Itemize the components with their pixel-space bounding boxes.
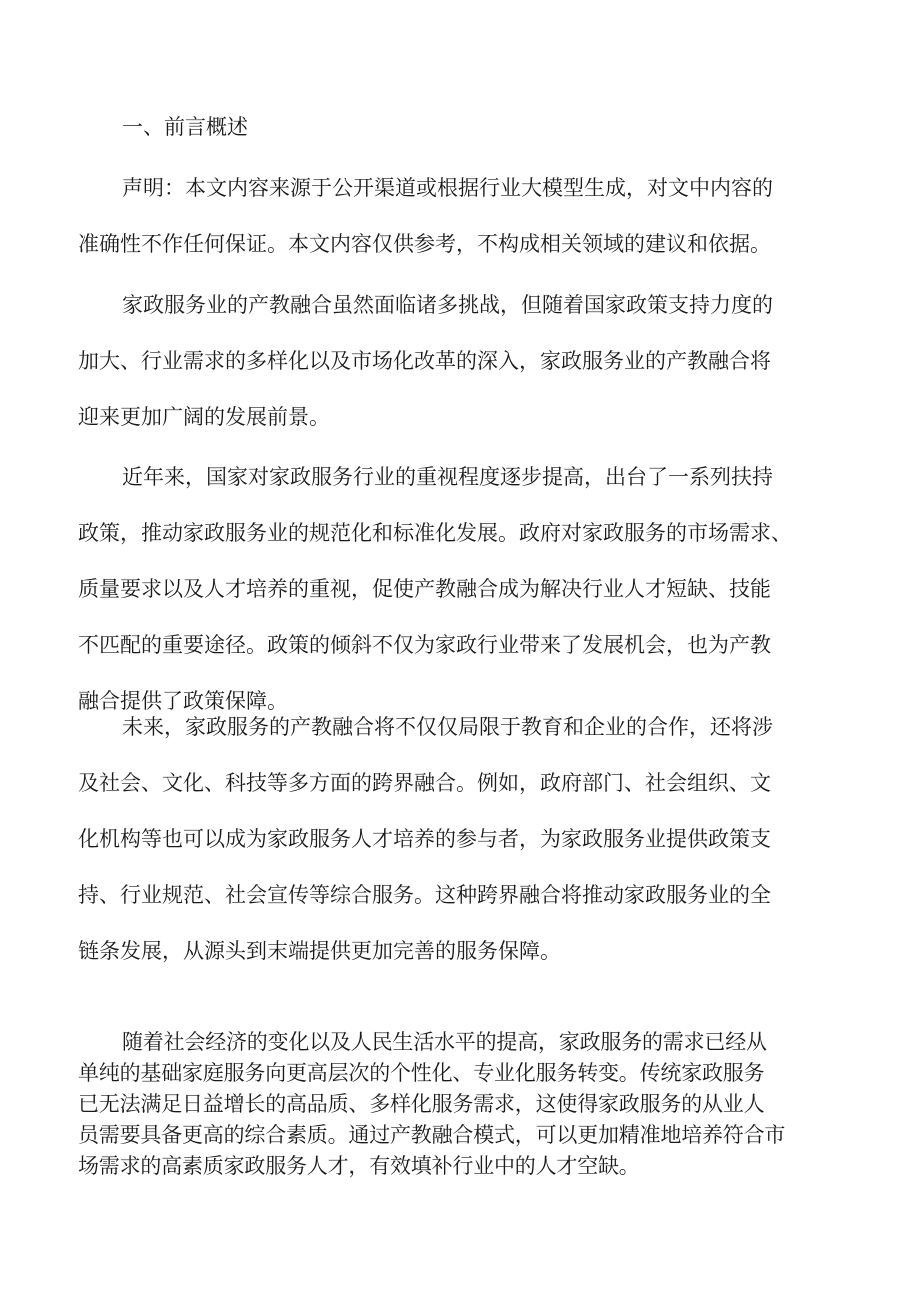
- paragraph-line: 场需求的高素质家政服务人才，有效填补行业中的人才空缺。: [78, 1154, 640, 1178]
- paragraph-line: 融合提供了政策保障。: [78, 689, 288, 713]
- body-paragraph: [78, 449, 848, 729]
- section-heading: 一、前言概述: [122, 115, 248, 139]
- paragraph-line: 质量要求以及人才培养的重视，促使产教融合成为解决行业人才短缺、技能: [78, 577, 771, 601]
- paragraph-line: 及社会、文化、科技等多方面的跨界融合。例如，政府部门、社会组织、文: [78, 771, 771, 795]
- paragraph-line: 随着社会经济的变化以及人民生活水平的提高，家政服务的需求已经从: [122, 1030, 767, 1054]
- paragraph-line: 准确性不作任何保证。本文内容仅供参考，不构成相关领域的建议和依据。: [78, 232, 771, 256]
- body-paragraph: [78, 699, 848, 979]
- paragraph-line: 近年来，国家对家政服务行业的重视程度逐步提高，出台了一系列扶持: [122, 465, 773, 489]
- body-paragraph: [78, 277, 848, 445]
- paragraph-line: 化机构等也可以成为家政服务人才培养的参与者，为家政服务业提供政策支: [78, 827, 771, 851]
- paragraph-line: 政策，推动家政服务业的规范化和标准化发展。政府对家政服务的市场需求、: [78, 521, 792, 545]
- paragraph-line: 声明：本文内容来源于公开渠道或根据行业大模型生成，对文中内容的: [122, 176, 773, 200]
- paragraph-line: 家政服务业的产教融合虽然面临诸多挑战，但随着国家政策支持力度的: [122, 293, 773, 317]
- paragraph-line: 持、行业规范、社会宣传等综合服务。这种跨界融合将推动家政服务业的全: [78, 883, 771, 907]
- body-paragraph: [78, 1027, 848, 1182]
- paragraph-line: 未来，家政服务的产教融合将不仅仅局限于教育和企业的合作，还将涉: [122, 715, 773, 739]
- paragraph-line: 链条发展，从源头到末端提供更加完善的服务保障。: [78, 939, 561, 963]
- paragraph-line: 单纯的基础家庭服务向更高层次的个性化、专业化服务转变。传统家政服务: [78, 1061, 765, 1085]
- paragraph-line: 不匹配的重要途径。政策的倾斜不仅为家政行业带来了发展机会，也为产教: [78, 633, 771, 657]
- disclaimer-paragraph: [78, 160, 848, 272]
- paragraph-line: 迎来更加广阔的发展前景。: [78, 405, 330, 429]
- paragraph-line: 加大、行业需求的多样化以及市场化改革的深入，家政服务业的产教融合将: [78, 349, 771, 373]
- paragraph-line: 员需要具备更高的综合素质。通过产教融合模式，可以更加精准地培养符合市: [78, 1123, 786, 1147]
- paragraph-line: 已无法满足日益增长的高品质、多样化服务需求，这使得家政服务的从业人: [78, 1092, 765, 1116]
